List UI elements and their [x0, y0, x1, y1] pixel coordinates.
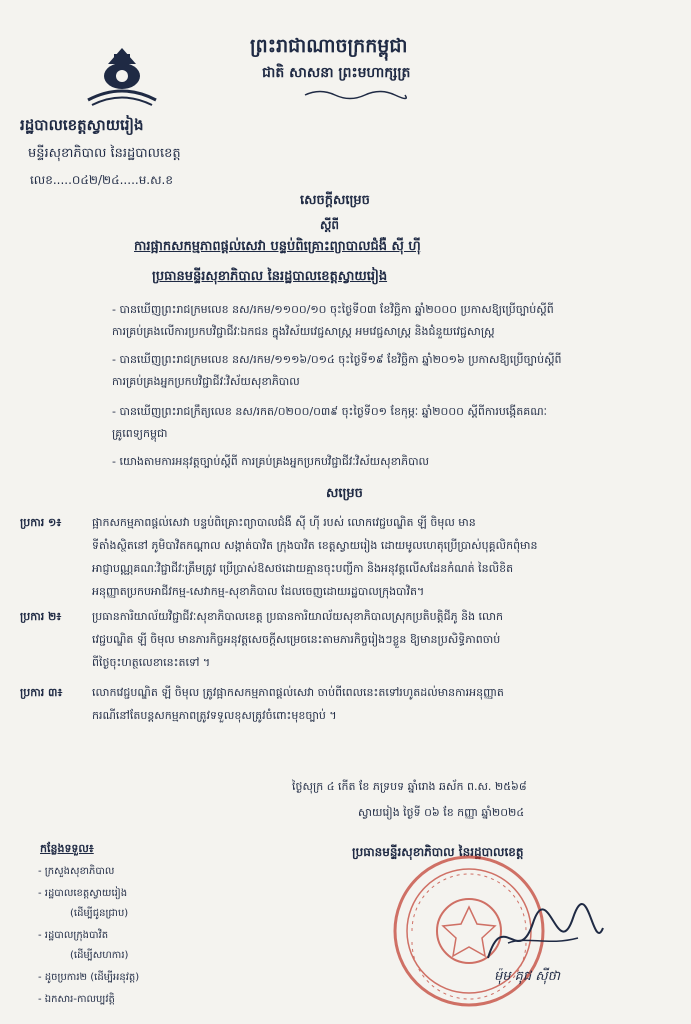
- premise-line: គ្រូពេទ្យកម្ពុជា: [112, 427, 168, 440]
- premise-line: - បានឃើញព្រះរាជក្រមលេខ នស/រកម/១១១៦/០១៤ ចុះថ្ងៃទី១៩ ខែវិច្ឆិកា ឆ្នាំ២០១៦ ប្រកាសឱ្យប្រើច្បាប់ស្តីពី: [112, 353, 562, 366]
- issuer-title: ប្រធានមន្ទីរសុខាភិបាល នៃរដ្ឋបាលខេត្តស្វាយរៀង: [152, 269, 388, 284]
- recipient-item: - ដូចប្រការ២ (ដើម្បីអនុវត្ត): [38, 972, 140, 983]
- premise-line: - យោងតាមការអនុវត្តច្បាប់ស្តីពី ការគ្រប់គ្រងអ្នកប្រកបវិជ្ជាជីវៈវិស័យសុខាភិបាល: [112, 455, 430, 468]
- article-line: អាជ្ញាបណ្ណគណៈវិជ្ជាជីវៈត្រឹមត្រូវ ប្រើប្រាស់ឱសថដោយគ្មានចុះបញ្ជីកា និងអនុវត្តលើសដែនកំណត់ នៃលិខិត: [92, 562, 514, 575]
- article-line: លោកវេជ្ជបណ្ឌិត ឡី ចិមុល ត្រូវផ្អាកសកម្មភាពផ្តល់សេវា ចាប់ពីពេលនេះតទៅរហូតដល់មានការអនុញ្ញាត: [92, 686, 504, 699]
- decides-heading: សម្រេច: [326, 486, 363, 501]
- article-line: ទីតាំងស្ថិតនៅ ភូមិបាវិតកណ្តាល សង្កាត់បាវិត ក្រុងបាវិត ខេត្តស្វាយរៀង ដោយមូលហេតុប្រើប្រាស់បុគ្គលិកពុំមាន: [92, 539, 538, 552]
- ornament-divider-icon: [300, 88, 410, 102]
- recipient-item: - ឯកសារ-កាលប្បវត្តិ: [38, 994, 115, 1005]
- solar-date: ស្វាយរៀង ថ្ងៃទី ០៦ ខែ កញ្ញា ឆ្នាំ២០២៤: [358, 806, 525, 819]
- lunar-date: ថ្ងៃសុក្រ ៤ កើត ខែ ភទ្របទ ឆ្នាំរោង ឆស័ក ព.ស. ២៥៦៨: [292, 780, 527, 793]
- recipient-item: - រដ្ឋបាលខេត្តស្វាយរៀង: [38, 888, 128, 899]
- province-name: រដ្ឋបាលខេត្តស្វាយរៀង: [20, 116, 144, 134]
- article-label: ប្រការ ៣៖: [20, 686, 63, 699]
- article-line: វេជ្ជបណ្ឌិត ឡី ចិមុល មានភារកិច្ចអនុវត្តសេចក្តីសម្រេចនេះតាមភារកិច្ចរៀងៗខ្លួន ឱ្យមានប្រសិទ្ធិភាពចាប់: [92, 633, 501, 646]
- ministry-emblem-icon: [78, 42, 166, 114]
- recipient-item: - ក្រសួងសុខាភិបាល: [38, 866, 115, 877]
- article-line: ប្រធានការិយាល័យវិជ្ជាជីវៈសុខាភិបាលខេត្ត ប្រធានការិយាល័យសុខាភិបាលស្រុកប្រតិបត្តិជីភូ និង លោក: [92, 610, 503, 623]
- signatory-name: ម៉ុម គុជ ស៊ីថា: [494, 969, 561, 984]
- reference-number: លេខ.....០៤២/២៤.....ម.ស.ខ: [30, 173, 173, 187]
- premise-line: - បានឃើញព្រះរាជក្រឹត្យលេខ នស/រកត/០២០០/០៣៩ ចុះថ្ងៃទី០១ ខែកុម្ភៈ ឆ្នាំ២០០០ ស្តីពីការបង្កើតគណៈ: [112, 405, 548, 418]
- premise-line: - បានឃើញព្រះរាជក្រមលេខ នស/រកម/១១០០/១០ ចុះថ្ងៃទី០៣ ខែវិច្ឆិកា ឆ្នាំ២០០០ ប្រកាសឱ្យប្រើច្បាប់ស្តីពី: [112, 303, 554, 316]
- article-line: អនុញ្ញាតប្រកបអាជីវកម្ម-សេវាកម្ម-សុខាភិបាល ដែលចេញដោយរដ្ឋបាលក្រុងបាវិត។: [92, 585, 425, 598]
- concerning-label: ស្តីពី: [320, 218, 340, 232]
- recipient-item: - រដ្ឋបាលក្រុងបាវិត: [38, 930, 109, 941]
- kingdom-title: ព្រះរាជាណាចក្រកម្ពុជា: [250, 35, 408, 57]
- premise-line: ការគ្រប់គ្រងលើការប្រកបវិជ្ជាជីវៈឯកជន ក្នុងវិស័យវេជ្ជសាស្ត្រ អមវេជ្ជសាស្ត្រ និងជំនួយវេជ្ជសាស្ត្រ: [112, 325, 495, 338]
- article-line: ផ្អាកសកម្មភាពផ្តល់សេវា បន្ទប់ពិគ្រោះព្យាបាលជំងឺ ស៊ី ហ៊ី របស់ លោកវេជ្ជបណ្ឌិត ឡី ចិមុល មាន: [92, 516, 476, 529]
- premise-line: ការគ្រប់គ្រងអ្នកប្រកបវិជ្ជាជីវៈវិស័យសុខាភិបាល: [112, 375, 300, 388]
- recipient-item: (ដើម្បីជូនជ្រាប): [70, 908, 129, 919]
- article-line: ករណីនៅតែបន្តសកម្មភាពត្រូវទទួលខុសត្រូវចំពោះមុខច្បាប់ ។: [92, 709, 337, 722]
- national-motto: ជាតិ សាសនា ព្រះមហាក្សត្រ: [262, 65, 411, 81]
- recipients-title: កន្លែងទទួល៖: [40, 842, 94, 855]
- signatory-title: ប្រធានមន្ទីរសុខាភិបាល នៃរដ្ឋបាលខេត្ត: [352, 845, 524, 859]
- decision-subject: ការផ្អាកសកម្មភាពផ្តល់សេវា បន្ទប់ពិគ្រោះព្យាបាលជំងឺ ស៊ី ហ៊ី: [134, 239, 421, 254]
- handwritten-signature-icon: [478, 898, 608, 978]
- decision-heading: សេចក្តីសម្រេច: [300, 193, 370, 208]
- article-label: ប្រការ ២៖: [20, 610, 62, 623]
- article-label: ប្រការ ១៖: [20, 516, 62, 529]
- recipient-item: (ដើម្បីសហការ): [70, 950, 129, 961]
- department-name: មន្ទីរសុខាភិបាល នៃរដ្ឋបាលខេត្ត: [28, 146, 181, 161]
- article-line: ពីថ្ងៃចុះហត្ថលេខានេះតទៅ ។: [92, 656, 211, 669]
